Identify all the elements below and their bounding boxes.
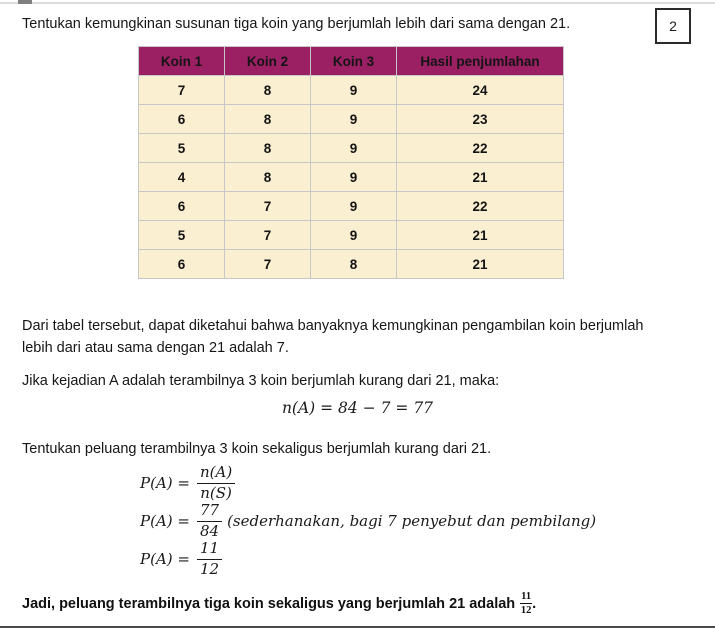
fraction-denominator: 12 bbox=[520, 605, 532, 617]
table-cell: 23 bbox=[397, 105, 564, 134]
table-cell: 22 bbox=[397, 192, 564, 221]
table-cell: 7 bbox=[225, 250, 311, 279]
fraction bbox=[197, 464, 235, 502]
table-cell: 5 bbox=[139, 134, 225, 163]
fraction-numerator: 11 bbox=[197, 540, 222, 559]
table-cell: 22 bbox=[397, 134, 564, 163]
table-cell: 6 bbox=[139, 105, 225, 134]
table-cell: 8 bbox=[225, 76, 311, 105]
table-row bbox=[139, 221, 564, 250]
table-cell: 7 bbox=[225, 192, 311, 221]
column-header-koin3: Koin 3 bbox=[311, 47, 397, 76]
intro-paragraph: Tentukan kemungkinan susunan tiga koin yang berjumlah lebih dari sama dengan 21. bbox=[22, 16, 571, 32]
fraction bbox=[197, 540, 222, 578]
table-row bbox=[139, 76, 564, 105]
table-cell: 8 bbox=[225, 134, 311, 163]
formula-p-definition bbox=[140, 464, 596, 502]
top-divider-line bbox=[0, 2, 715, 4]
table-row bbox=[139, 250, 564, 279]
column-header-koin1: Koin 1 bbox=[139, 47, 225, 76]
formula-lhs: P(A) = bbox=[140, 550, 190, 568]
coin-combinations-table bbox=[138, 46, 564, 279]
conclusion-text: Jadi, peluang terambilnya tiga koin sekaligus yang berjumlah 21 adalah bbox=[22, 595, 516, 612]
table-cell: 9 bbox=[311, 76, 397, 105]
formula-p-result bbox=[140, 540, 596, 578]
fraction-numerator: n(A) bbox=[197, 464, 235, 483]
table-cell: 6 bbox=[139, 192, 225, 221]
table-cell: 21 bbox=[397, 250, 564, 279]
top-divider-segment bbox=[18, 0, 32, 4]
table-cell: 9 bbox=[311, 105, 397, 134]
page-number: 2 bbox=[669, 18, 677, 34]
fraction bbox=[197, 502, 222, 540]
formula-p-values bbox=[140, 502, 596, 540]
fraction-denominator: 84 bbox=[199, 521, 220, 540]
fraction-denominator: n(S) bbox=[200, 483, 232, 502]
conclusion-fraction bbox=[520, 591, 532, 617]
probability-derivation bbox=[140, 464, 596, 578]
conclusion-period: . bbox=[532, 595, 537, 612]
formula-lhs: P(A) = bbox=[140, 512, 190, 530]
table-cell: 9 bbox=[311, 163, 397, 192]
conclusion-paragraph bbox=[22, 591, 536, 617]
table-cell: 4 bbox=[139, 163, 225, 192]
table-row bbox=[139, 105, 564, 134]
table-cell: 5 bbox=[139, 221, 225, 250]
n-of-a-equation: n(A) = 84 − 7 = 77 bbox=[281, 399, 434, 417]
table-cell: 7 bbox=[225, 221, 311, 250]
fraction-numerator: 77 bbox=[197, 502, 222, 521]
column-header-hasil: Hasil penjumlahan bbox=[397, 47, 564, 76]
table-cell: 24 bbox=[397, 76, 564, 105]
simplify-note: (sederhanakan, bagi 7 penyebut dan pembilang) bbox=[227, 512, 597, 530]
table-cell: 9 bbox=[311, 192, 397, 221]
table-row bbox=[139, 134, 564, 163]
table-header-row bbox=[139, 47, 564, 76]
table-cell: 21 bbox=[397, 221, 564, 250]
fraction-numerator: 11 bbox=[520, 591, 532, 604]
find-probability-paragraph: Tentukan peluang terambilnya 3 koin sekaligus berjumlah kurang dari 21. bbox=[22, 441, 492, 457]
event-a-paragraph: Jika kejadian A adalah terambilnya 3 koin berjumlah kurang dari 21, maka: bbox=[22, 373, 500, 389]
column-header-koin2: Koin 2 bbox=[225, 47, 311, 76]
table-row bbox=[139, 163, 564, 192]
table-cell: 8 bbox=[311, 250, 397, 279]
fraction-denominator: 12 bbox=[199, 559, 220, 578]
table-cell: 7 bbox=[139, 76, 225, 105]
from-table-paragraph: Dari tabel tersebut, dapat diketahui bahwa banyaknya kemungkinan pengambilan koin berjumlah lebih dari atau sama dengan 21 adalah 7. bbox=[22, 318, 644, 357]
table-cell: 8 bbox=[225, 105, 311, 134]
table-cell: 6 bbox=[139, 250, 225, 279]
table-cell: 21 bbox=[397, 163, 564, 192]
table-cell: 8 bbox=[225, 163, 311, 192]
table-cell: 9 bbox=[311, 134, 397, 163]
table-row bbox=[139, 192, 564, 221]
formula-lhs: P(A) = bbox=[140, 474, 190, 492]
page-number-box bbox=[655, 8, 691, 44]
table-cell: 9 bbox=[311, 221, 397, 250]
